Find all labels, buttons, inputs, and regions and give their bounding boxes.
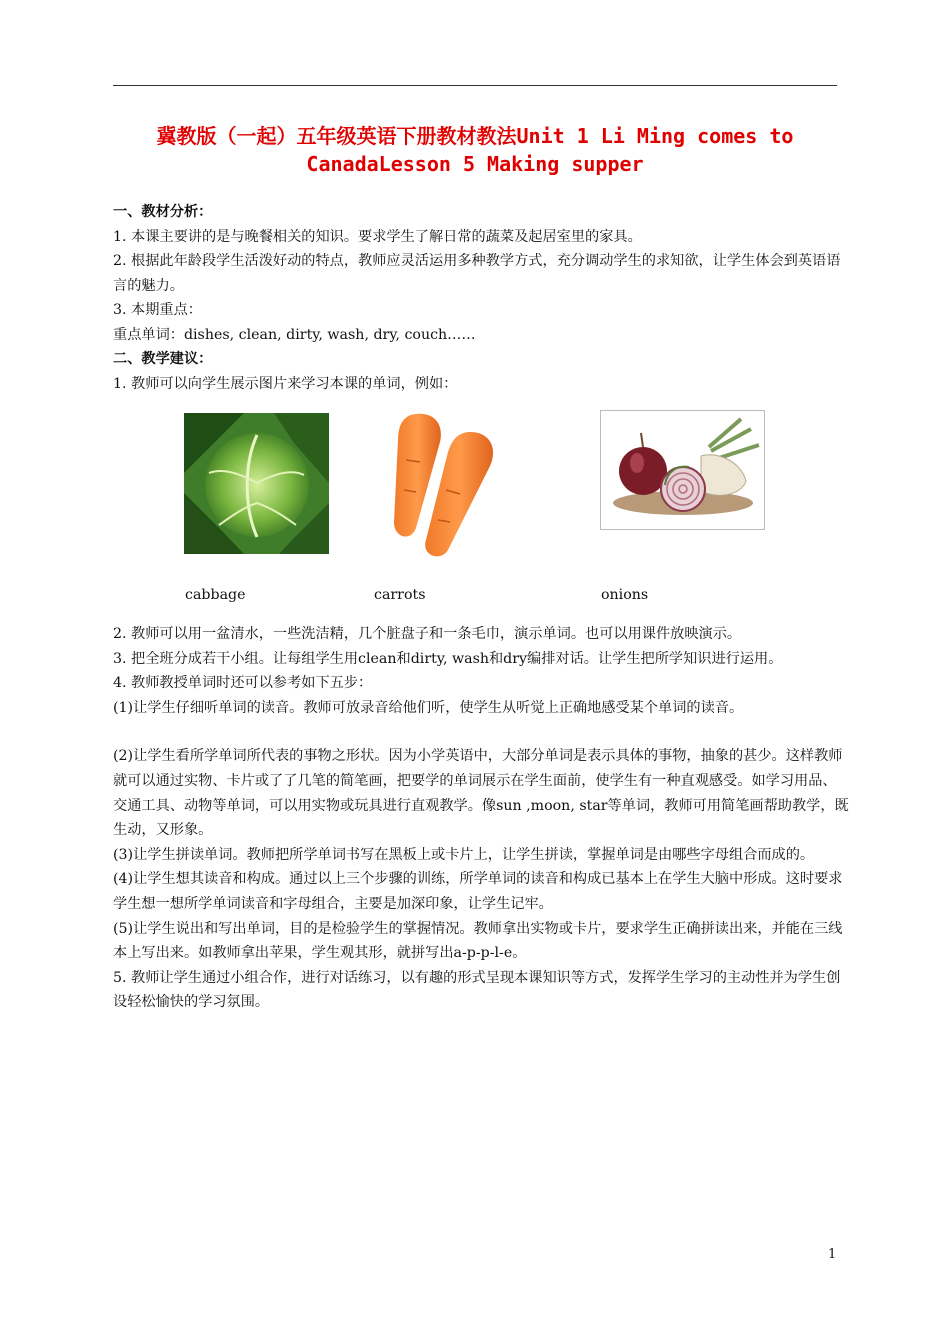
step-3: (3)让学生拼读单词。教师把所学单词书写在黑板上或卡片上，让学生拼读，掌握单词是由哪些字母组合而成的。 bbox=[113, 846, 815, 863]
caption-carrots: carrots bbox=[374, 587, 426, 603]
step-4: (4)让学生想其读音和构成。通过以上三个步骤的训练，所学单词的读音和构成已基本上在学生大脑中形成。这时要求学生想一想所学单词读音和字母组合，主要是加深印象，让学生记牢。 bbox=[113, 871, 843, 912]
paragraph: 5. 教师让学生通过小组合作，进行对话练习，以有趣的形式呈现本课知识等方式，发挥学生学习的主动性并为学生创设轻松愉快的学习氛围。 bbox=[113, 969, 841, 1011]
section-heading-analysis: 一、教材分析： bbox=[113, 204, 213, 220]
title-line-2: CanadaLesson 5 Making supper bbox=[306, 152, 644, 176]
paragraph: 4. 教师教授单词时还可以参考如下五步： bbox=[113, 675, 373, 692]
step-1: (1)让学生仔细听单词的读音。教师可放录音给他们听，使学生从听觉上正确地感受某个单词的读音。 bbox=[113, 699, 744, 716]
header-rule bbox=[113, 85, 837, 86]
upper-content bbox=[113, 200, 843, 396]
caption-cabbage: cabbage bbox=[185, 587, 246, 603]
lower-content bbox=[113, 622, 849, 1015]
section-heading-suggestions: 二、教学建议： bbox=[113, 351, 213, 367]
paragraph: 3. 把全班分成若干小组。让每组学生用clean和dirty, wash和dry编排对话。让学生把所学知识进行运用。 bbox=[113, 650, 783, 667]
vegetable-images bbox=[0, 410, 950, 560]
paragraph-key-words: 重点单词：dishes, clean, dirty, wash, dry, couch…… bbox=[113, 326, 476, 343]
cabbage-image bbox=[184, 413, 329, 554]
title-line-1: 冀教版（一起）五年级英语下册教材教法Unit 1 Li Ming comes to bbox=[156, 124, 794, 148]
paragraph: 1. 教师可以向学生展示图片来学习本课的单词，例如： bbox=[113, 375, 458, 392]
caption-onions: onions bbox=[601, 587, 649, 603]
paragraph: 2. 教师可以用一盆清水，一些洗洁精，几个脏盘子和一条毛巾，演示单词。也可以用课件放映演示。 bbox=[113, 626, 742, 642]
document-title bbox=[113, 122, 837, 178]
step-2: (2)让学生看所学单词所代表的事物之形状。因为小学英语中，大部分单词是表示具体的事物，抽象的甚少。这样教师就可以通过实物、卡片或了了几笔的简笔画，把要学的单词展示在学生面前，使学生有一种直观感受。如学习用品、交通工具、动物等单词，可以用实物或玩具进行直观教学。像sun ,moon, star等单词，教师可用简笔画帮助教学，既生动，又形象。 bbox=[113, 748, 849, 839]
paragraph: 1. 本课主要讲的是与晚餐相关的知识。要求学生了解日常的蔬菜及起居室里的家具。 bbox=[113, 228, 642, 245]
page-number: 1 bbox=[828, 1247, 837, 1262]
spacer bbox=[113, 720, 849, 744]
paragraph: 3. 本期重点： bbox=[113, 302, 202, 318]
paragraph: 2. 根据此年龄段学生活泼好动的特点，教师应灵活运用多种教学方式，充分调动学生的求知欲，让学生体会到英语语言的魅力。 bbox=[113, 253, 841, 294]
onions-image bbox=[600, 410, 765, 530]
step-5: (5)让学生说出和写出单词，目的是检验学生的掌握情况。教师拿出实物或卡片，要求学生正确拼读出来，并能在三线本上写出来。如教师拿出苹果，学生观其形，就拼写出a-p-p-l-e。 bbox=[113, 920, 843, 962]
carrots-image bbox=[386, 410, 498, 560]
